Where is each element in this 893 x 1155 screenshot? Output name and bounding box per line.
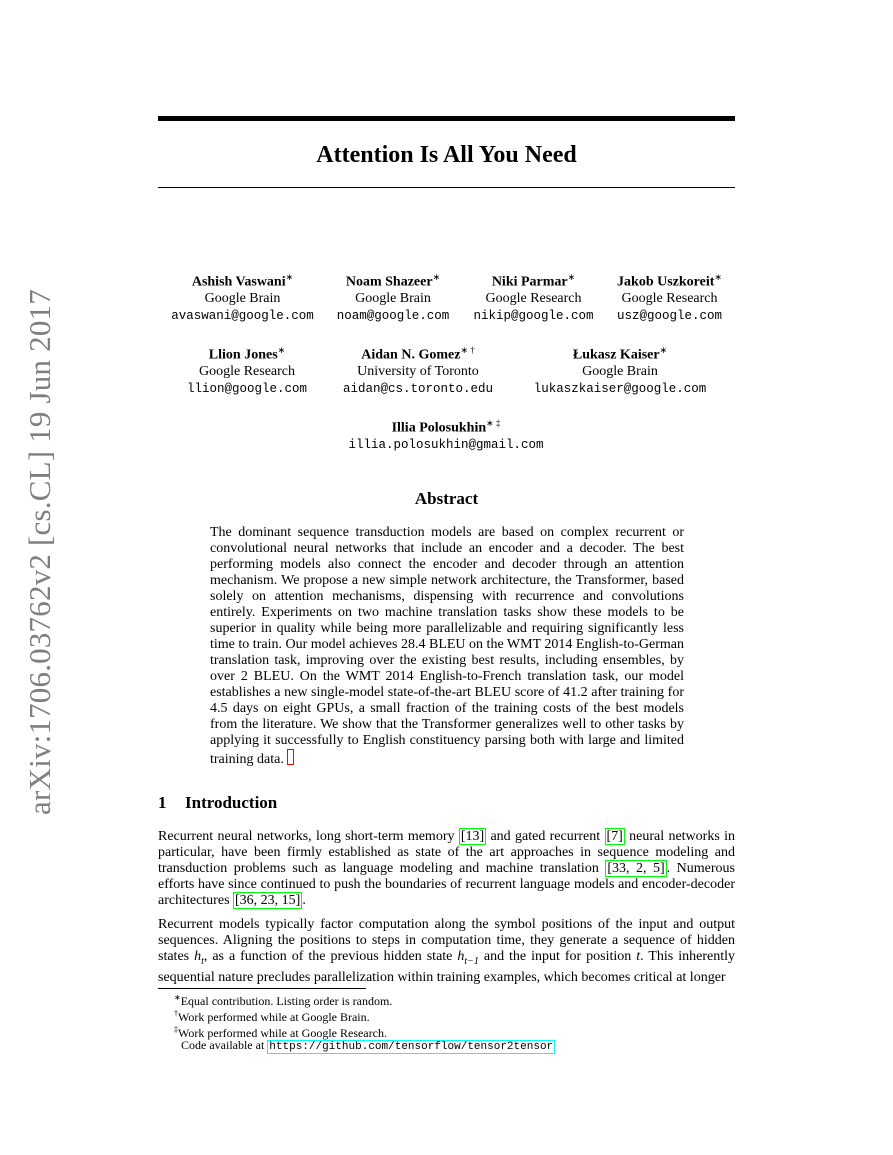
author-affiliation: University of Toronto <box>357 364 479 380</box>
paragraph-text: . This inherently sequential nature precludes parallelization within training examples, which becomes critical at longer <box>158 949 735 985</box>
section-number: 1 <box>158 793 167 812</box>
paragraph-text: , as a function of the previous hidden state <box>203 949 458 964</box>
author-name: Aidan N. Gomez <box>361 347 461 363</box>
author-mark: ∗ <box>285 272 294 282</box>
paragraph-text: Recurrent models typically factor computation along the symbol positions of the input and output sequences. Aligning the positions to steps in computation time, they generate a sequence of hidden states <box>158 917 735 964</box>
paragraph-text: . Numerous efforts have since continued to push the boundaries of recurrent language models and encoder-decoder architectures <box>158 861 736 908</box>
arxiv-side-stamp: arXiv:1706.03762v2 [cs.CL] 19 Jun 2017 <box>22 289 57 815</box>
author-block <box>182 342 312 397</box>
author-block <box>338 342 498 397</box>
paragraph-text: and gated recurrent <box>486 829 605 844</box>
citation-link[interactable]: [36, 23, 15] <box>235 893 301 908</box>
footnote-mark: ‡ <box>174 1025 178 1034</box>
author-affiliation: Google Research <box>198 364 296 380</box>
author-block <box>170 269 315 324</box>
math-h: h <box>194 949 202 964</box>
paper-title: Attention Is All You Need <box>316 142 577 168</box>
code-url-link[interactable]: https://github.com/tensorflow/tensor2tensor <box>269 1041 554 1053</box>
footnote-text: Work performed while at Google Brain. <box>178 1010 370 1024</box>
author-email[interactable]: usz@google.com <box>616 308 723 323</box>
math-t: t <box>636 949 641 964</box>
author-email[interactable]: llion@google.com <box>186 381 308 396</box>
author-name: Jakob Uszkoreit <box>617 274 715 290</box>
footnote-mark: ∗ <box>174 993 181 1002</box>
author-block <box>471 269 596 324</box>
author-block <box>333 269 453 324</box>
paragraph-text: . <box>302 893 306 908</box>
math-sub: t <box>201 955 204 967</box>
paragraph-text: neural networks in particular, have been firmly established as state of the art approaches in sequence modeling and transduction problems such as language modeling and machine translation <box>158 829 735 876</box>
author-name: Illia Polosukhin <box>391 420 487 436</box>
author-email[interactable]: avaswani@google.com <box>171 308 314 323</box>
footnote-text: Work performed while at Google Research. <box>178 1026 387 1040</box>
author-email[interactable]: lukaszkaiser@google.com <box>533 381 707 396</box>
abstract-text: The dominant sequence transduction models are based on complex recurrent or convolutional neural networks that include an encoder and a decoder. The best performing models also connect the encoder and decoder through an attention mechanism. We propose a new simple network architecture, the Transformer, based solely on attention mechanisms, dispensing with recurrence and convolutions entirely. Experiments on two machine translation tasks show these models to be superior in quality while being more parallelizable and requiring significantly less time to train. Our model achieves 28.4 BLEU on the WMT 2014 English-to-German translation task, improving over the existing best results, including ensembles, by over 2 BLEU. On the WMT 2014 English-to-French translation task, our model establishes a new single-model state-of-the-art BLEU score of 41.2 after training for 4.5 days on eight GPUs, a small fraction of the training costs of the best models from the literature. We show that the Transformer generalizes well to other tasks by applying it successfully to English constituency parsing both with large and limited training data. <box>210 525 684 767</box>
title-rule-top <box>158 116 735 121</box>
citation-link[interactable]: [7] <box>606 829 623 844</box>
author-name: Ashish Vaswani <box>191 274 286 290</box>
code-availability-note <box>181 1038 555 1055</box>
author-mark: ∗ † <box>460 345 475 355</box>
author-affiliation: Google Brain <box>582 364 658 380</box>
author-email[interactable]: nikip@google.com <box>473 308 594 323</box>
code-note-prefix: Code available at <box>181 1038 268 1052</box>
author-mark: ∗ <box>277 345 286 355</box>
paragraph-text: Recurrent neural networks, long short-term memory <box>158 829 459 844</box>
citation-link[interactable]: [13] <box>460 829 485 844</box>
math-h: h <box>457 949 465 964</box>
paragraph-text: and the input for position <box>478 949 637 964</box>
footnote-mark: † <box>174 1009 178 1018</box>
intro-paragraph-2 <box>158 917 735 986</box>
author-affiliation: Google Brain <box>355 291 431 307</box>
author-mark: ∗ ‡ <box>486 418 501 428</box>
author-name: Niki Parmar <box>491 274 568 290</box>
author-mark: ∗ <box>714 272 722 282</box>
abstract-body <box>210 525 684 768</box>
author-affiliation: Google Research <box>485 291 582 307</box>
author-email[interactable]: illia.polosukhin@gmail.com <box>348 438 544 453</box>
author-email[interactable]: aidan@cs.toronto.edu <box>342 381 494 396</box>
author-email[interactable]: noam@google.com <box>336 308 450 323</box>
footnote-link-box[interactable] <box>287 749 294 765</box>
author-block <box>525 342 715 397</box>
intro-paragraph-1 <box>158 829 735 909</box>
author-affiliation: Google Brain <box>204 291 281 307</box>
footnote-text: Equal contribution. Listing order is random. <box>180 994 393 1008</box>
author-mark: ∗ <box>432 272 441 282</box>
title-rule-bottom <box>158 187 735 188</box>
author-mark: ∗ <box>567 272 576 282</box>
footnote-rule <box>158 988 366 989</box>
citation-link[interactable]: [33, 2, 5] <box>607 861 665 876</box>
author-affiliation: Google Research <box>621 291 718 307</box>
math-sub: t−1 <box>464 955 479 967</box>
author-name: Llion Jones <box>208 347 278 363</box>
author-mark: ∗ <box>659 345 668 355</box>
abstract-heading: Abstract <box>414 489 479 508</box>
author-name: Łukasz Kaiser <box>572 347 660 363</box>
author-name: Noam Shazeer <box>345 274 433 290</box>
author-block <box>612 269 727 324</box>
author-block <box>340 415 552 454</box>
section-title: Introduction <box>185 793 278 812</box>
